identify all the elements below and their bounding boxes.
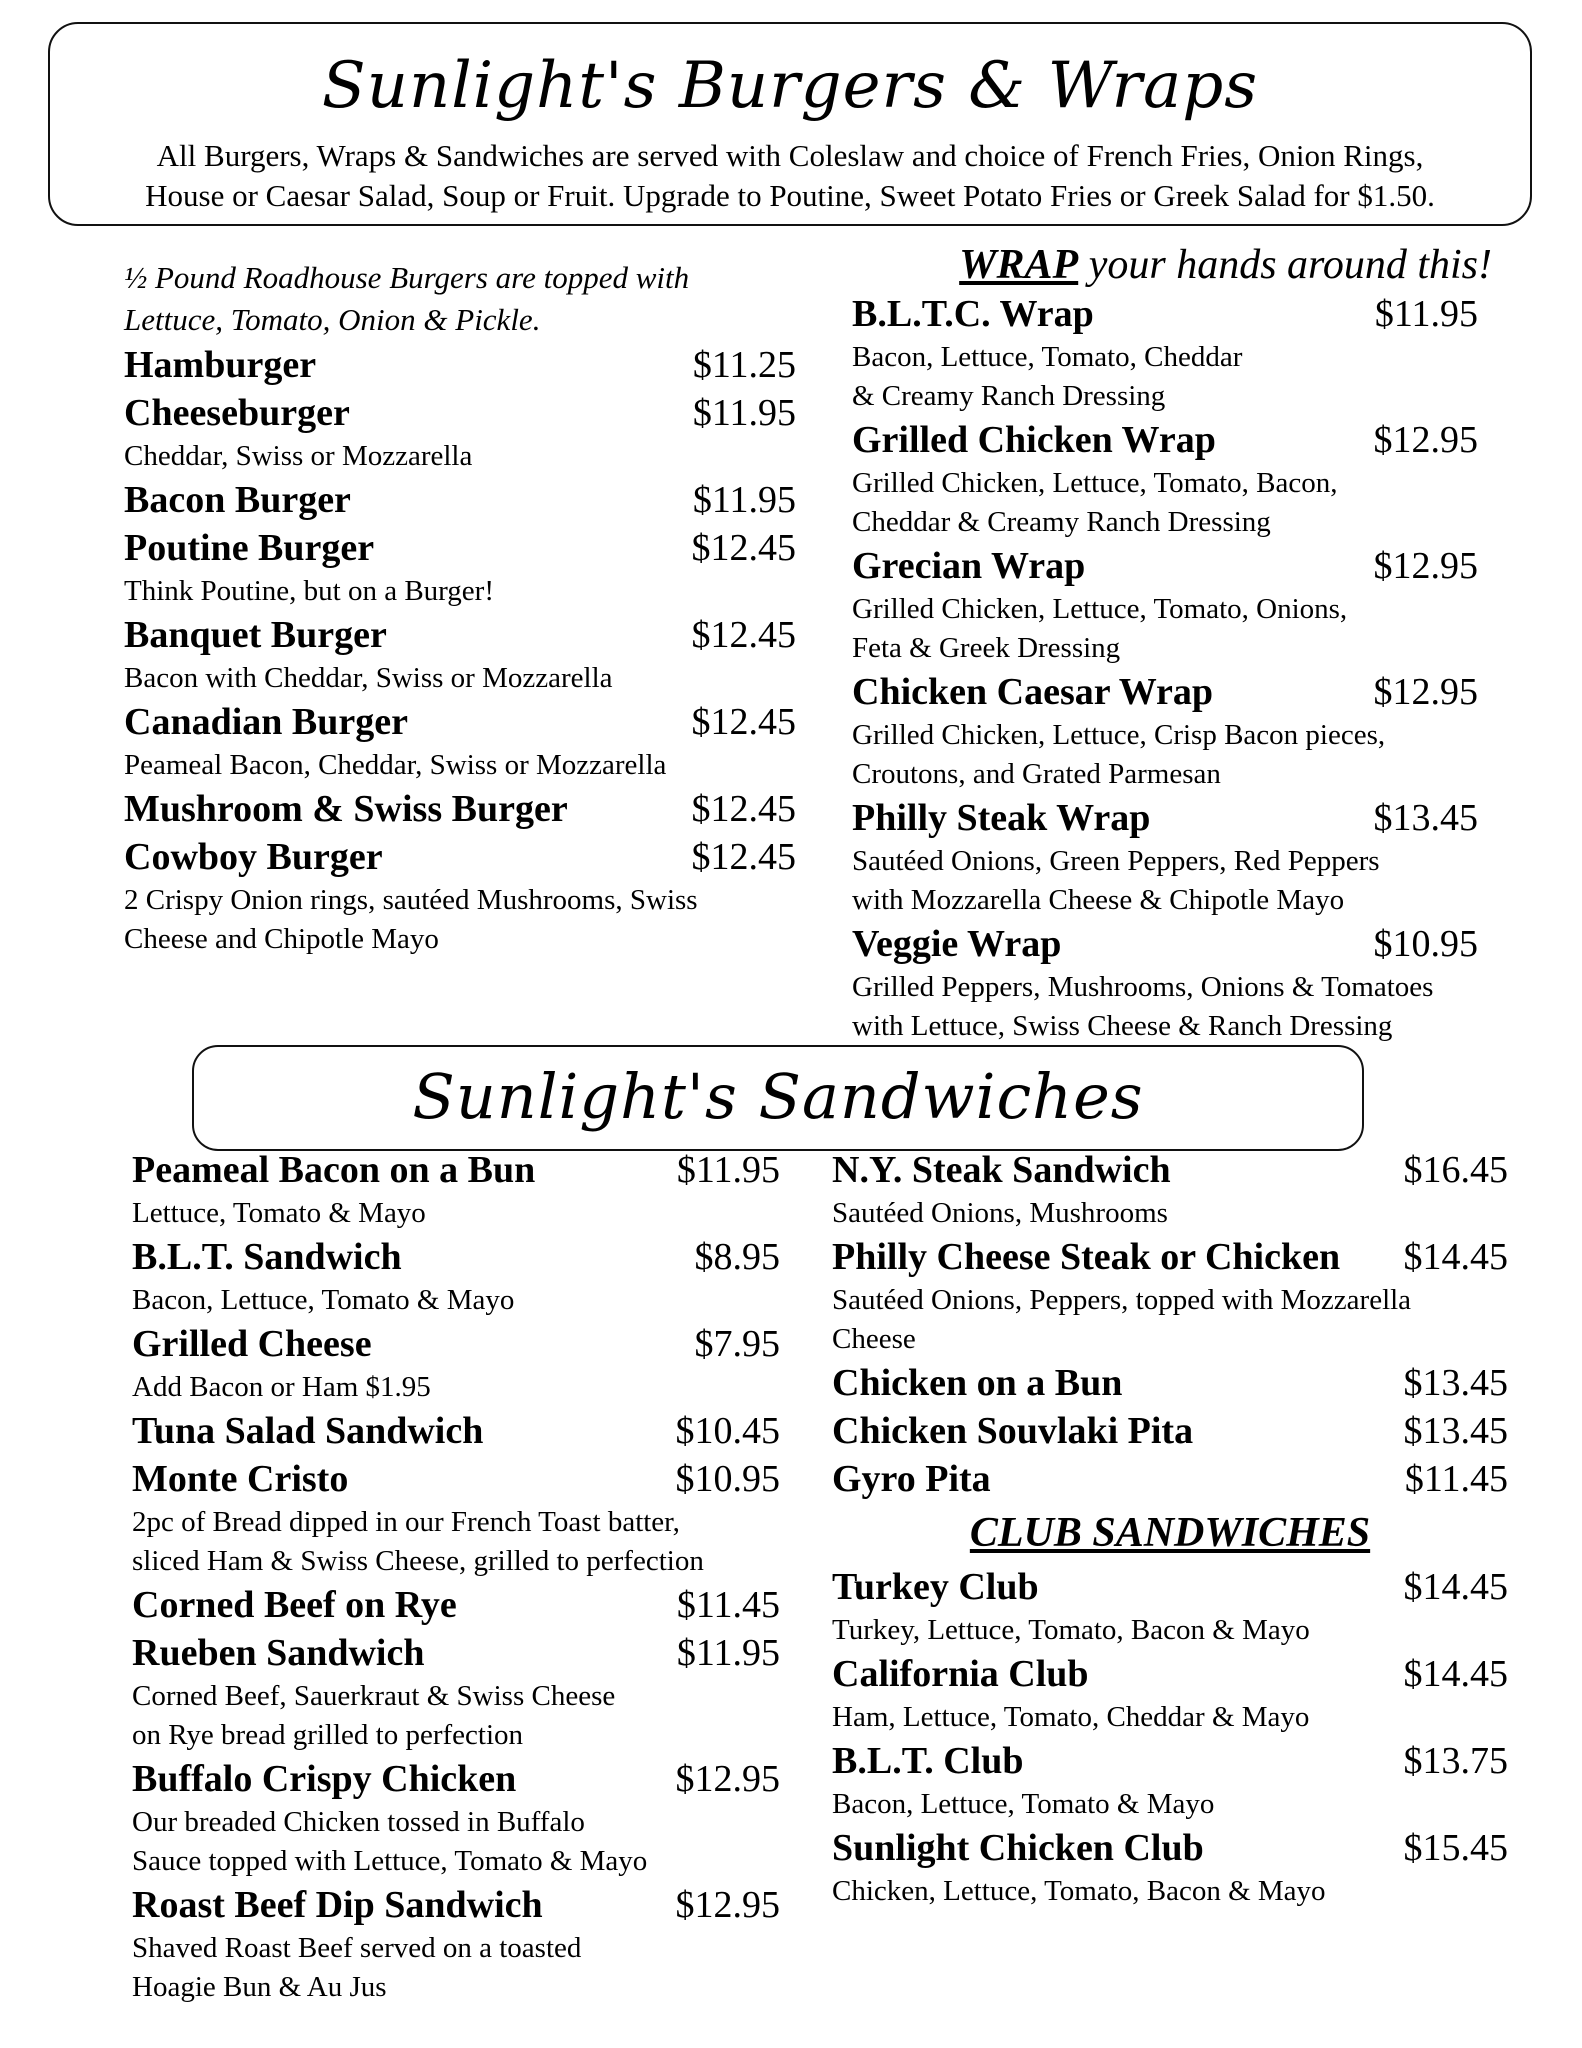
wrap-heading [852, 240, 1492, 290]
wrap-item-description: with Lettuce, Swiss Cheese & Ranch Dressing [852, 1010, 1393, 1042]
sandwich-item-price: $14.45 [1403, 1236, 1508, 1278]
wrap-item-description: Grilled Peppers, Mushrooms, Onions & Tomatoes [852, 971, 1434, 1003]
sandwich-item-price: $12.95 [675, 1758, 780, 1800]
sandwich-item-price: $11.95 [676, 1149, 780, 1191]
sandwich-item [832, 1233, 1508, 1281]
burger-note-line-2: Lettuce, Tomato, Onion & Pickle. [124, 302, 541, 337]
burger-item-description: 2 Crispy Onion rings, sautéed Mushrooms, Swiss [124, 884, 698, 916]
burger-item-price: $12.45 [691, 614, 796, 656]
sandwich-item-description: Bacon, Lettuce, Tomato & Mayo [132, 1284, 515, 1316]
sandwich-item-name: Gyro Pita [832, 1458, 991, 1500]
sandwich-item-description: Lettuce, Tomato & Mayo [132, 1197, 426, 1229]
burger-item-price: $12.45 [691, 788, 796, 830]
sandwich-item-description: Corned Beef, Sauerkraut & Swiss Cheese [132, 1680, 616, 1712]
wrap-item-price: $10.95 [1373, 923, 1478, 965]
burger-item-name: Mushroom & Swiss Burger [124, 788, 568, 830]
sandwich-item-description: Our breaded Chicken tossed in Buffalo [132, 1806, 585, 1838]
sandwich-item [132, 1629, 780, 1677]
wrap-item-price: $12.95 [1373, 671, 1478, 713]
wrap-heading-accent: WRAP [959, 242, 1079, 288]
sandwich-right-column [832, 1146, 1508, 1911]
sandwich-item-price: $13.45 [1403, 1410, 1508, 1452]
club-item-name: Turkey Club [832, 1566, 1039, 1608]
sandwiches-header-box [192, 1045, 1364, 1151]
sandwich-item-price: $8.95 [694, 1236, 780, 1278]
wrap-item-description: Sautéed Onions, Green Peppers, Red Peppers [852, 845, 1380, 877]
burger-item [124, 833, 796, 881]
sandwich-item [132, 1755, 780, 1803]
burger-item [124, 785, 796, 833]
sandwich-item-name: Rueben Sandwich [132, 1632, 425, 1674]
sandwich-item [132, 1455, 780, 1503]
sandwich-item-name: Roast Beef Dip Sandwich [132, 1884, 543, 1926]
sandwich-item-price: $13.45 [1403, 1362, 1508, 1404]
sandwich-item-price: $10.45 [675, 1410, 780, 1452]
club-item-description: Bacon, Lettuce, Tomato & Mayo [832, 1788, 1215, 1820]
burger-item [124, 524, 796, 572]
sandwich-item-name: B.L.T. Sandwich [132, 1236, 402, 1278]
burger-column [124, 257, 796, 959]
burger-item-price: $12.45 [691, 527, 796, 569]
wrap-item-name: Philly Steak Wrap [852, 797, 1151, 839]
wrap-item-name: Chicken Caesar Wrap [852, 671, 1214, 713]
club-item-description: Ham, Lettuce, Tomato, Cheddar & Mayo [832, 1701, 1310, 1733]
intro-line-1: All Burgers, Wraps & Sandwiches are served with Coleslaw and choice of French Fries, Onion Rings, [156, 138, 1424, 173]
burgers-header-box [48, 22, 1532, 226]
burger-list [124, 341, 796, 959]
wrap-item-description: Bacon, Lettuce, Tomato, Cheddar [852, 341, 1243, 373]
sandwich-item-price: $11.95 [676, 1632, 780, 1674]
wrap-item [852, 542, 1478, 590]
burger-item-price: $11.95 [692, 392, 796, 434]
sandwiches-section-title: Sunlight's Sandwiches [412, 1060, 1144, 1133]
club-item-price: $15.45 [1403, 1827, 1508, 1869]
sandwich-right-list [832, 1146, 1508, 1503]
burger-note-line-1: ½ Pound Roadhouse Burgers are topped with [124, 260, 690, 295]
burger-item-price: $11.25 [692, 344, 796, 386]
sandwich-item-description: 2pc of Bread dipped in our French Toast batter, [132, 1506, 680, 1538]
sandwich-item-name: Chicken Souvlaki Pita [832, 1410, 1194, 1452]
wrap-item-name: B.L.T.C. Wrap [852, 293, 1094, 335]
club-sandwiches-heading: CLUB SANDWICHES [969, 1510, 1371, 1556]
sandwich-item-name: Corned Beef on Rye [132, 1584, 457, 1626]
sandwich-left-list [132, 1146, 780, 2007]
burger-item-name: Canadian Burger [124, 701, 408, 743]
wrap-item-description: Grilled Chicken, Lettuce, Tomato, Bacon, [852, 467, 1338, 499]
sandwich-item-name: N.Y. Steak Sandwich [832, 1149, 1171, 1191]
sandwich-item [832, 1359, 1508, 1407]
burger-item-description: Cheese and Chipotle Mayo [124, 923, 439, 955]
burgers-intro [110, 136, 1470, 216]
sandwich-item [132, 1407, 780, 1455]
wrap-item-name: Veggie Wrap [852, 923, 1062, 965]
burger-item [124, 341, 796, 389]
burgers-section-title: Sunlight's Burgers & Wraps [321, 49, 1259, 123]
club-item-name: Sunlight Chicken Club [832, 1827, 1204, 1869]
wrap-item [852, 416, 1478, 464]
sandwich-item [832, 1455, 1508, 1503]
burger-item [124, 611, 796, 659]
wrap-item-name: Grilled Chicken Wrap [852, 419, 1216, 461]
wrap-item [852, 290, 1478, 338]
sandwich-item-description: Sautéed Onions, Mushrooms [832, 1197, 1168, 1229]
sandwich-item-name: Monte Cristo [132, 1458, 349, 1500]
club-item-description: Turkey, Lettuce, Tomato, Bacon & Mayo [832, 1614, 1310, 1646]
sandwich-item [132, 1233, 780, 1281]
burger-item-price: $12.45 [691, 836, 796, 878]
burger-item-name: Banquet Burger [124, 614, 387, 656]
burger-item-name: Poutine Burger [124, 527, 375, 569]
club-item [832, 1737, 1508, 1785]
burger-item-description: Cheddar, Swiss or Mozzarella [124, 440, 473, 472]
sandwich-item-price: $11.45 [1404, 1458, 1508, 1500]
sandwich-item-description: sliced Ham & Swiss Cheese, grilled to perfection [132, 1545, 704, 1577]
wrap-item-description: Feta & Greek Dressing [852, 632, 1121, 664]
burger-item-name: Cowboy Burger [124, 836, 383, 878]
wrap-item-name: Grecian Wrap [852, 545, 1086, 587]
club-item-price: $14.45 [1403, 1653, 1508, 1695]
sandwich-item-name: Grilled Cheese [132, 1323, 372, 1365]
burger-item-description: Peameal Bacon, Cheddar, Swiss or Mozzarella [124, 749, 667, 781]
sandwich-item-description: Sautéed Onions, Peppers, topped with Mozzarella [832, 1284, 1412, 1316]
wrap-item-price: $13.45 [1373, 797, 1478, 839]
sandwich-item-price: $7.95 [694, 1323, 780, 1365]
burger-item-name: Bacon Burger [124, 479, 351, 521]
sandwich-item-price: $16.45 [1403, 1149, 1508, 1191]
club-item-name: B.L.T. Club [832, 1740, 1024, 1782]
wrap-item [852, 668, 1478, 716]
wrap-item-price: $12.95 [1373, 419, 1478, 461]
wrap-item-description: & Creamy Ranch Dressing [852, 380, 1166, 412]
burger-item-description: Bacon with Cheddar, Swiss or Mozzarella [124, 662, 613, 694]
wrap-heading-rest: your hands around this! [1078, 242, 1492, 288]
sandwich-item [832, 1146, 1508, 1194]
wrap-list [852, 290, 1478, 1046]
sandwich-item-price: $11.45 [676, 1584, 780, 1626]
sandwich-item-name: Buffalo Crispy Chicken [132, 1758, 517, 1800]
sandwich-item-name: Peameal Bacon on a Bun [132, 1149, 536, 1191]
sandwich-item-description: Sauce topped with Lettuce, Tomato & Mayo [132, 1845, 648, 1877]
sandwich-item [132, 1881, 780, 1929]
wrap-item-description: Cheddar & Creamy Ranch Dressing [852, 506, 1271, 538]
club-item-name: California Club [832, 1653, 1089, 1695]
sandwich-item-description: on Rye bread grilled to perfection [132, 1719, 524, 1751]
sandwich-item-description: Shaved Roast Beef served on a toasted [132, 1932, 582, 1964]
burger-item-name: Cheeseburger [124, 392, 350, 434]
wrap-item-price: $11.95 [1374, 293, 1478, 335]
club-item-price: $14.45 [1403, 1566, 1508, 1608]
sandwich-item-name: Chicken on a Bun [832, 1362, 1123, 1404]
sandwich-item-description: Hoagie Bun & Au Jus [132, 1971, 387, 2003]
club-item [832, 1650, 1508, 1698]
sandwich-item [132, 1320, 780, 1368]
wrap-item-description: Grilled Chicken, Lettuce, Tomato, Onions, [852, 593, 1348, 625]
burger-item [124, 476, 796, 524]
sandwich-left-column [132, 1146, 780, 2007]
sandwich-item [132, 1146, 780, 1194]
burger-item-name: Hamburger [124, 344, 317, 386]
club-item-price: $13.75 [1403, 1740, 1508, 1782]
club-list [832, 1563, 1508, 1911]
club-item [832, 1563, 1508, 1611]
wrap-item-description: Grilled Chicken, Lettuce, Crisp Bacon pieces, [852, 719, 1386, 751]
wrap-item-description: Croutons, and Grated Parmesan [852, 758, 1221, 790]
sandwich-item-price: $12.95 [675, 1884, 780, 1926]
sandwich-item-name: Philly Cheese Steak or Chicken [832, 1236, 1341, 1278]
wrap-item-description: with Mozzarella Cheese & Chipotle Mayo [852, 884, 1345, 916]
sandwich-item-description: Add Bacon or Ham $1.95 [132, 1371, 431, 1403]
wrap-item [852, 920, 1478, 968]
burger-item-price: $12.45 [691, 701, 796, 743]
burger-item-price: $11.95 [692, 479, 796, 521]
sandwich-item-price: $10.95 [675, 1458, 780, 1500]
burger-item [124, 389, 796, 437]
sandwich-item [132, 1581, 780, 1629]
sandwich-item [832, 1407, 1508, 1455]
intro-line-2: House or Caesar Salad, Soup or Fruit. Upgrade to Poutine, Sweet Potato Fries or Greek Salad for $1.50. [145, 178, 1435, 213]
sandwich-item-description: Cheese [832, 1323, 916, 1355]
burger-item-description: Think Poutine, but on a Burger! [124, 575, 494, 607]
club-item [832, 1824, 1508, 1872]
wrap-item [852, 794, 1478, 842]
burger-item [124, 698, 796, 746]
sandwich-item-name: Tuna Salad Sandwich [132, 1410, 484, 1452]
wrap-item-price: $12.95 [1373, 545, 1478, 587]
wrap-column [852, 240, 1492, 1046]
club-item-description: Chicken, Lettuce, Tomato, Bacon & Mayo [832, 1875, 1326, 1907]
